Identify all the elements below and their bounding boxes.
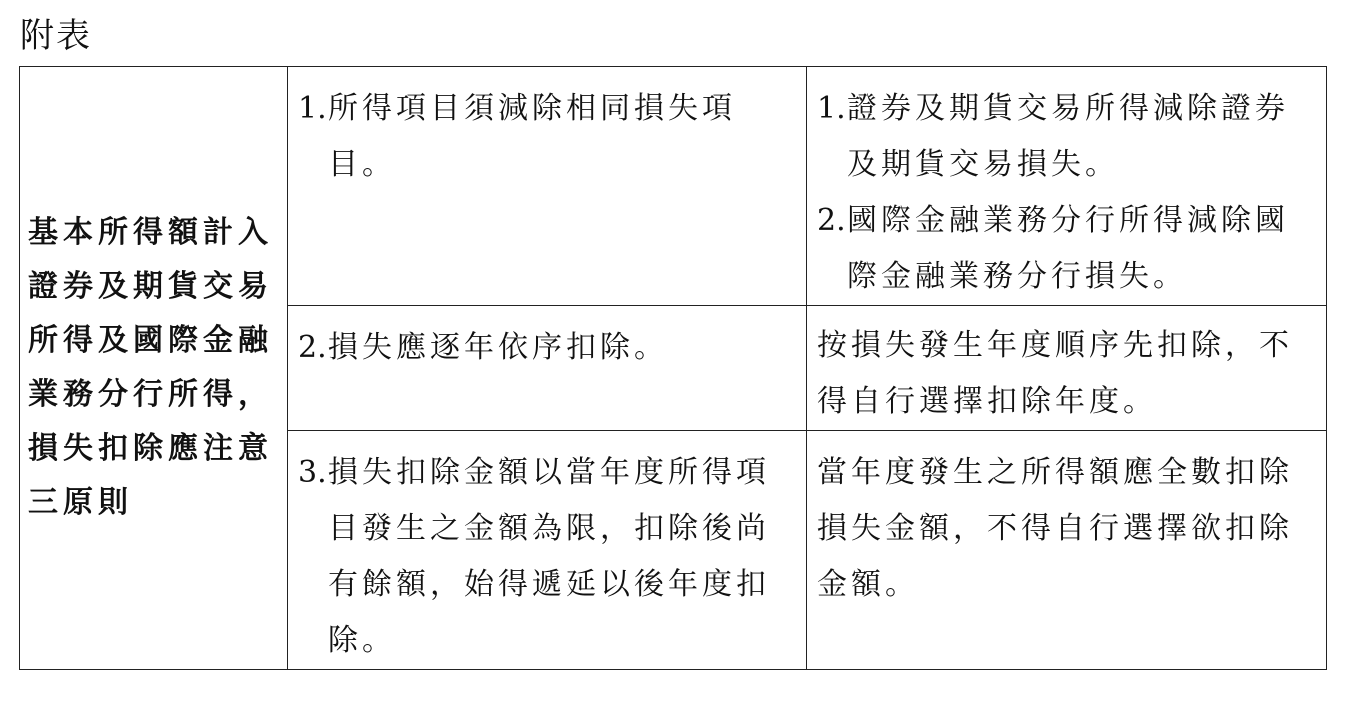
- explanation-number: 1.: [817, 91, 846, 126]
- explanation-cell-2: [807, 306, 1327, 431]
- table-row: [20, 67, 1327, 306]
- explanation-text: 按損失發生年度順序先扣除，不得自行選擇扣除年度。: [817, 328, 1293, 419]
- appendix-title: 附表: [20, 16, 92, 56]
- explanation-item-2: [817, 193, 1308, 305]
- principle-cell: [20, 67, 288, 670]
- rule-cell-3: [288, 431, 807, 670]
- rule-item-2: [298, 320, 788, 376]
- rule-cell-1: [288, 67, 807, 306]
- rule-item-3: [298, 445, 788, 669]
- rule-number: 3.: [298, 455, 327, 490]
- rule-number: 2.: [298, 330, 327, 365]
- rule-text: 所得項目須減除相同損失項目。: [328, 91, 736, 182]
- explanation-text: 當年度發生之所得額應全數扣除損失金額，不得自行選擇欲扣除金額。: [817, 455, 1293, 602]
- explanation-item-1: [817, 81, 1308, 193]
- explanation-number: 2.: [817, 203, 846, 238]
- principle-heading: 基本所得額計入證券及期貨交易所得及國際金融業務分行所得，損失扣除應注意三原則: [28, 215, 273, 520]
- rule-text: 損失應逐年依序扣除。: [328, 330, 668, 365]
- rule-item-1: [298, 81, 788, 193]
- explanation-text: 證券及期貨交易所得減除證券及期貨交易損失。: [847, 91, 1289, 182]
- rule-cell-2: [288, 306, 807, 431]
- rule-text: 損失扣除金額以當年度所得項目發生之金額為限，扣除後尚有餘額，始得遞延以後年度扣除。: [328, 455, 770, 658]
- explanation-cell-3: [807, 431, 1327, 670]
- appendix-table: [19, 66, 1327, 670]
- explanation-cell-1: [807, 67, 1327, 306]
- explanation-text: 國際金融業務分行所得減除國際金融業務分行損失。: [847, 203, 1289, 294]
- rule-number: 1.: [298, 91, 327, 126]
